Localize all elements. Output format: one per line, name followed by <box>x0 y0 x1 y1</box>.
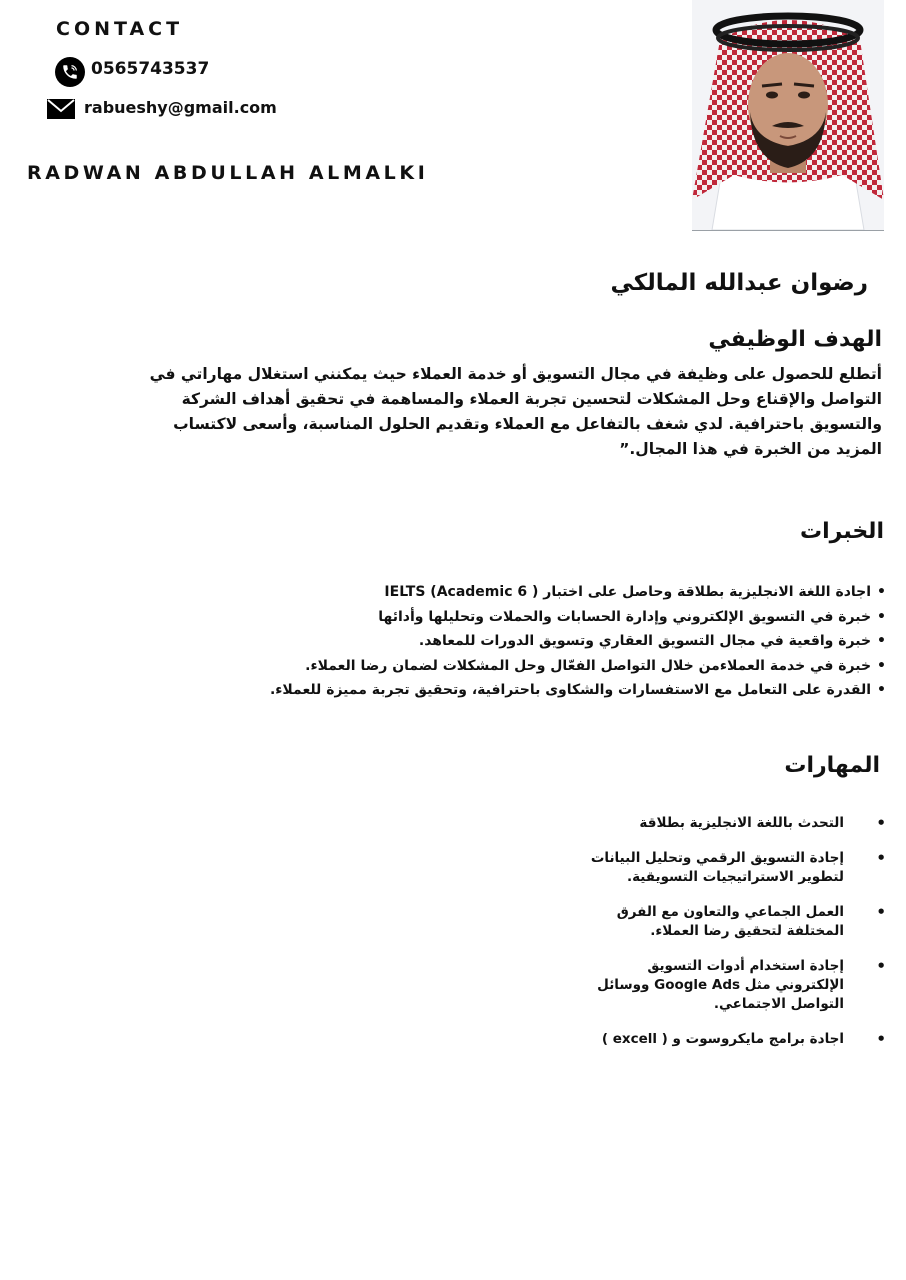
list-item: • إجادة استخدام أدوات التسويق الإلكتروني مثل Google Ads ووسائل التواصل الاجتماعي. <box>586 957 886 1014</box>
list-item: • القدرة على التعامل مع الاستفسارات والشكاوى باحترافية، وتحقيق تجربة مميزة للعملاء. <box>186 678 886 703</box>
list-item: • العمل الجماعي والتعاون مع الفرق المختلفة لتحقيق رضا العملاء. <box>586 903 886 941</box>
list-item: • إجادة التسويق الرقمي وتحليل البيانات لتطوير الاستراتيجيات التسويقية. <box>586 849 886 887</box>
name-arabic: رضوان عبدالله المالكي <box>610 270 868 296</box>
objective-heading: الهدف الوظيفي <box>708 327 882 352</box>
experience-list <box>186 580 886 703</box>
objective-paragraph: أتطلع للحصول على وظيفة في مجال التسويق أو خدمة العملاء حيث يمكنني استغلال مهاراتي في التواصل والإقناع وحل المشكلات لتحسين تجربة العملاء والمساهمة في تحقيق أهداف الشركة والتسويق باحترافية. لدي شغف بالتفاعل مع العملاء وتقديم الحلول المناسبة، وأسعى لاكتساب المزيد من الخبرة في هذا المجال.” <box>149 365 882 458</box>
profile-photo <box>692 0 884 231</box>
skills-list <box>586 814 886 1065</box>
experience-heading: الخبرات <box>800 519 884 544</box>
name-english: RADWAN ABDULLAH ALMALKI <box>27 162 429 184</box>
contact-heading: CONTACT <box>56 18 184 40</box>
list-item: • خبرة في خدمة العملاءمن خلال التواصل الفعّال وحل المشكلات لضمان رضا العملاء. <box>186 654 886 679</box>
list-item: • اجادة برامج مايكروسوت و ( excell ) <box>586 1030 886 1049</box>
skills-heading: المهارات <box>784 753 880 778</box>
list-item: • خبرة في التسويق الإلكتروني وإدارة الحسابات والحملات وتحليلها وأدائها <box>186 605 886 630</box>
phone-icon <box>55 57 85 87</box>
phone-number[interactable]: 0565743537 <box>91 59 210 79</box>
email-address[interactable]: rabueshy@gmail.com <box>84 98 277 117</box>
list-item: • اجادة اللغة الانجليزية بطلاقة وحاصل على اختبار ( IELTS (Academic 6 <box>186 580 886 605</box>
list-item: • التحدث باللغة الانجليزية بطلاقة <box>586 814 886 833</box>
list-item: • خبرة واقعية في مجال التسويق العقاري وتسويق الدورات للمعاهد. <box>186 629 886 654</box>
email-icon <box>47 99 75 119</box>
